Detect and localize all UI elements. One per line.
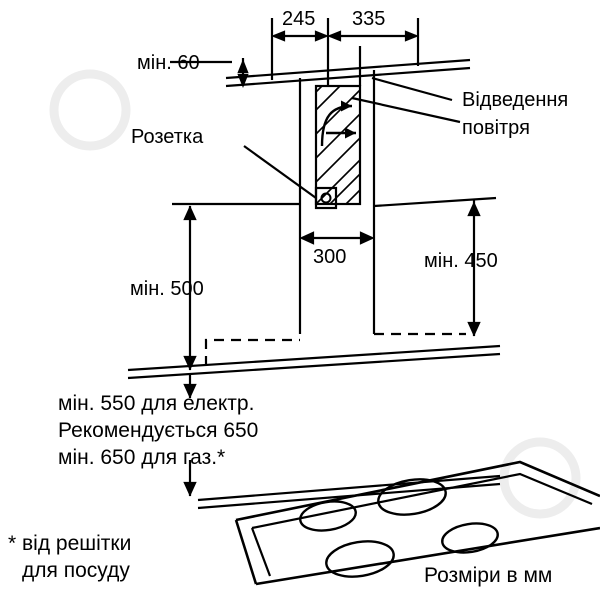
note-electric-line2: Рекомендується 650 xyxy=(58,419,259,442)
unit-note: Розміри в мм xyxy=(424,564,553,587)
dim-label-min-60: мін. 60 xyxy=(137,52,200,74)
hood-outline-dashed xyxy=(206,330,466,366)
dim-label-300: 300 xyxy=(313,246,347,268)
dim-300 xyxy=(302,233,372,243)
worktop-line xyxy=(128,346,500,378)
dim-label-245: 245 xyxy=(282,8,316,30)
callout-air-outlet-line1: Відведення xyxy=(462,89,569,111)
air-outlet-leader xyxy=(352,78,460,122)
note-electric-line1: мін. 550 для електр. xyxy=(58,392,255,415)
socket-leader xyxy=(244,146,316,198)
dim-label-min-500: мін. 500 xyxy=(130,278,204,300)
dim-label-335: 335 xyxy=(352,8,386,30)
note-electric-line3: мін. 650 для газ.* xyxy=(58,446,226,469)
callout-socket: Розетка xyxy=(131,126,204,148)
footnote-line1: * від решітки xyxy=(8,532,132,555)
callout-air-outlet-line2: повітря xyxy=(462,117,530,139)
ceiling-line xyxy=(226,60,470,86)
footnote-line2: для посуду xyxy=(22,559,130,582)
dim-label-min-450: мін. 450 xyxy=(424,250,498,272)
